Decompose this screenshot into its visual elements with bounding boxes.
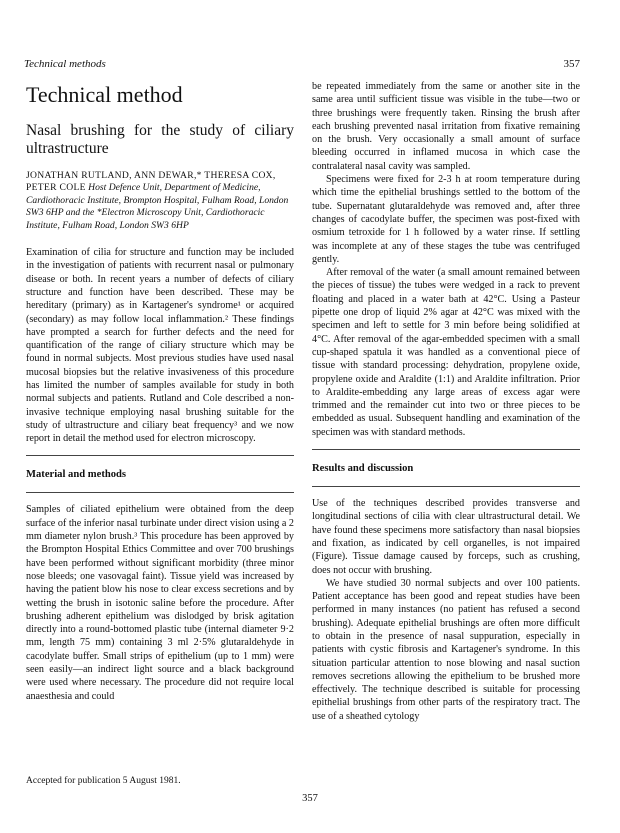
intro-paragraph: Examination of cilia for structure and function may be included in the investigation of patients with recurrent nasal or pulmonary disease or both. In recent years a number of defects of ciliary structure and function have been described. These may be hereditary (primary) as in Kartagener's syndrome¹ or acquired (secondary) as may follow local inflammation.² These findings have prompted a search for further defects and the need for quantification of the range of ciliary structure which may be found in normal subjects. Most previous studies have used nasal mucosal biopsies but the relative invasiveness of this procedure has limited the number of samples available for study in both normal subjects and patients. Rutland and Cole described a non-invasive technique employing nasal brushing suitable for the study of ultrastructure and ciliary beat frequency³ and we now report in detail the method used for electron microscopy. [26, 247, 294, 445]
running-section-title: Technical methods [24, 58, 106, 70]
author-affiliation: Host Defence Unit, Department of Medicine, Cardiothoracic Institute, Brompton Hospital, Fulham Road, London SW3 6HP and the *Electron Microscopy Unit, Cardiothoracic Institute, Fulham Road, London SW3 6HP [26, 182, 289, 231]
accepted-note: Accepted for publication 5 August 1981. [26, 776, 181, 786]
article-subtitle: Nasal brushing for the study of ciliary ultrastructure [26, 122, 294, 157]
article-title: Technical method [26, 82, 183, 107]
section-divider [312, 449, 580, 450]
section-divider [26, 455, 294, 456]
left-column [26, 80, 294, 703]
results-paragraph: Use of the techniques described provides transverse and longitudinal sections of cilia with clear ultrastructural detail. We have found these specimens more satisfactory than nasal biopsies and fixation, as indicated by cell organelles, is not impaired (Figure). Tissue damage caused by forceps, such as crushing, does not occur with brushing. [312, 498, 580, 576]
section-divider [312, 486, 580, 487]
embedding-paragraph: After removal of the water (a small amount remained between the pieces of tissue) the tubes were wedged in a rack to prevent floating and placed in a water bath at 42°C. Using a Pasteur pipette one drop of liquid 2% agar at 42°C was mixed with the specimen and left to settle for 3 min before being solidified at 4°C. After removal of the agar-embedded specimen with a small cup-shaped spatula it was handled as a conventional piece of tissue with standard processing: dehydration, propylene oxide, propylene oxide and Araldite (1:1) and Araldite infiltration. Prior to Araldite-embedding any large areas of excess agar were trimmed and the remainder cut into two or three pieces to be embedded as usual. Subsequent handling and examination of the specimen was with standard methods. [312, 267, 580, 438]
footer-page-number: 357 [302, 793, 318, 804]
methods-paragraph: Samples of ciliated epithelium were obtained from the deep surface of the inferior nasal turbinate under direct vision using a 2 mm diameter nylon brush.³ This procedure has been approved by the Brompton Hospital Ethics Committee and over 700 brushings have been performed without significant morbidity (three minor nose bleeds; one vasovagal faint). Tissue yield was increased by having the patient blow his nose to clear excess secretions and by wetting the brush in isotonic saline before the procedure. After brushing adherent epithelium was dislodged by brisk agitation directly into a round-bottomed plastic tube (internal diameter 9·2 mm, length 75 mm) containing 3 ml 2·5% glutaraldehyde in cacodylate buffer. Small strips of epithelium (up to 1 mm) were seen easily—an indirect light source and a black background were used where necessary. The procedure did not require local anaesthesia and could [26, 504, 294, 702]
running-header [24, 58, 580, 72]
methods-heading: Material and methods [26, 469, 127, 481]
fixation-paragraph: Specimens were fixed for 2-3 h at room temperature during which time the epithelial brushings settled to the bottom of the tube. Supernatant glutaraldehyde was removed and, after three changes of cacodylate buffer, the specimen was post-fixed with osmium tetroxide for 1 h followed by a water rinse. If settling was incomplete at any of these stages the tube was centrifuged gently. [312, 174, 580, 265]
methods-continued-paragraph: be repeated immediately from the same or another site in the same area until sufficient tissue was visible in the tube—two or three brushings were frequently taken. Rinsing the brush after each brushing prevented nasal irritation from fixative remaining on the brush. Very occasionally a small amount of surface bleeding occurred in inflamed mucosa in which case the contralateral nasal cavity was sampled. [312, 81, 580, 172]
author-block [26, 170, 294, 232]
results-paragraph-2: We have studied 30 normal subjects and over 100 patients. Patient acceptance has been good and repeat studies have been performed in many instances (no patient has refused a second brushing). Adequate epithelial brushings are often more difficult to obtain in the presence of nasal suppuration, especially in patients with cystic fibrosis and Kartagener's syndrome. In this situation particular attention to nose blowing and nasal suction removes secretions allowing the epithelium to be brushed more effectively. The technique described is suitable for processing epithelial brushings from other parts of the respiratory tract. The use of a sheathed cytology [312, 577, 580, 722]
author-names: JONATHAN RUTLAND, ANN DEWAR,* THERESA COX, PETER COLE [26, 170, 276, 194]
results-heading: Results and discussion [312, 463, 414, 475]
header-page-number: 357 [563, 58, 580, 70]
section-divider [26, 492, 294, 493]
right-column [312, 80, 580, 723]
